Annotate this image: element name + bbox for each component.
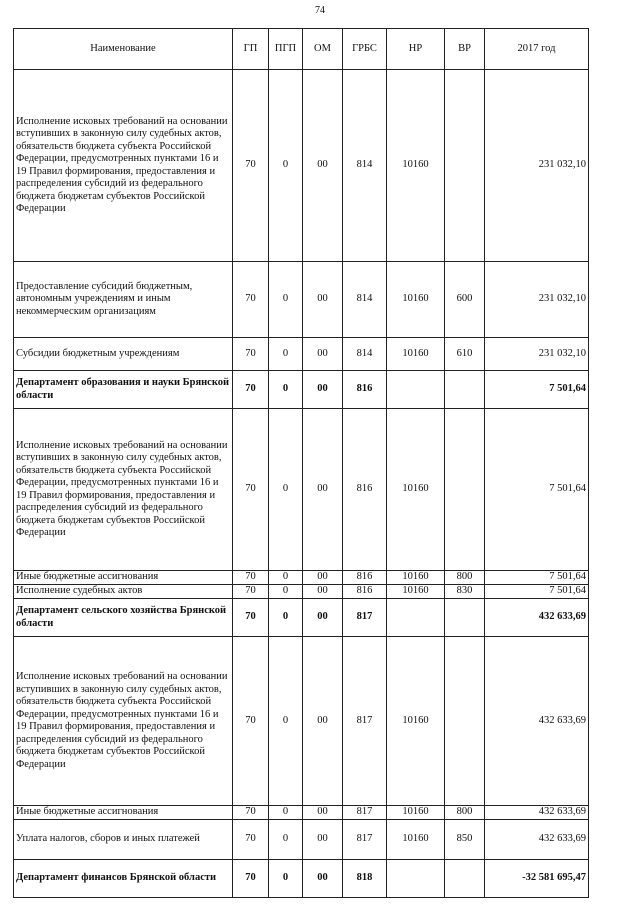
cell-vr: 600 bbox=[445, 262, 485, 338]
cell-amount: 7 501,64 bbox=[485, 409, 589, 571]
cell-pgp: 0 bbox=[269, 371, 303, 409]
cell-name: Иные бюджетные ассигнования bbox=[14, 806, 233, 820]
cell-om: 00 bbox=[303, 820, 343, 860]
cell-amount: 231 032,10 bbox=[485, 70, 589, 262]
cell-amount: 432 633,69 bbox=[485, 599, 589, 637]
cell-amount: 231 032,10 bbox=[485, 338, 589, 371]
table-row bbox=[14, 637, 589, 806]
header-vr: ВР bbox=[445, 29, 485, 70]
cell-vr: 850 bbox=[445, 820, 485, 860]
cell-gp: 70 bbox=[233, 860, 269, 898]
cell-vr bbox=[445, 371, 485, 409]
cell-pgp: 0 bbox=[269, 262, 303, 338]
header-grbs: ГРБС bbox=[343, 29, 387, 70]
header-pgp: ПГП bbox=[269, 29, 303, 70]
cell-name: Уплата налогов, сборов и иных платежей bbox=[14, 820, 233, 860]
header-gp: ГП bbox=[233, 29, 269, 70]
cell-nr bbox=[387, 599, 445, 637]
cell-pgp: 0 bbox=[269, 637, 303, 806]
cell-gp: 70 bbox=[233, 820, 269, 860]
table-row bbox=[14, 409, 589, 571]
table-row bbox=[14, 571, 589, 585]
cell-om: 00 bbox=[303, 599, 343, 637]
header-om: ОМ bbox=[303, 29, 343, 70]
cell-nr: 10160 bbox=[387, 262, 445, 338]
cell-nr bbox=[387, 371, 445, 409]
cell-grbs: 817 bbox=[343, 599, 387, 637]
cell-name: Департамент сельского хозяйства Брянской области bbox=[14, 599, 233, 637]
cell-vr bbox=[445, 409, 485, 571]
cell-gp: 70 bbox=[233, 585, 269, 599]
cell-amount: 432 633,69 bbox=[485, 806, 589, 820]
cell-grbs: 814 bbox=[343, 338, 387, 371]
cell-gp: 70 bbox=[233, 338, 269, 371]
cell-gp: 70 bbox=[233, 806, 269, 820]
department-row bbox=[14, 599, 589, 637]
cell-vr bbox=[445, 599, 485, 637]
cell-name: Предоставление субсидий бюджетным, автономным учреждениям и иным некоммерческим организациям bbox=[14, 262, 233, 338]
cell-nr: 10160 bbox=[387, 409, 445, 571]
table-row bbox=[14, 820, 589, 860]
cell-nr: 10160 bbox=[387, 806, 445, 820]
cell-nr: 10160 bbox=[387, 585, 445, 599]
cell-grbs: 818 bbox=[343, 860, 387, 898]
cell-om: 00 bbox=[303, 571, 343, 585]
department-row bbox=[14, 371, 589, 409]
cell-nr: 10160 bbox=[387, 820, 445, 860]
cell-om: 00 bbox=[303, 338, 343, 371]
cell-om: 00 bbox=[303, 860, 343, 898]
header-row bbox=[14, 29, 589, 70]
cell-om: 00 bbox=[303, 409, 343, 571]
cell-nr bbox=[387, 860, 445, 898]
cell-name: Департамент финансов Брянской области bbox=[14, 860, 233, 898]
cell-om: 00 bbox=[303, 637, 343, 806]
cell-name: Исполнение судебных актов bbox=[14, 585, 233, 599]
cell-pgp: 0 bbox=[269, 70, 303, 262]
cell-om: 00 bbox=[303, 806, 343, 820]
cell-grbs: 816 bbox=[343, 409, 387, 571]
cell-grbs: 814 bbox=[343, 70, 387, 262]
cell-grbs: 816 bbox=[343, 585, 387, 599]
header-nr: НР bbox=[387, 29, 445, 70]
cell-amount: 7 501,64 bbox=[485, 371, 589, 409]
cell-pgp: 0 bbox=[269, 860, 303, 898]
cell-name: Департамент образования и науки Брянской области bbox=[14, 371, 233, 409]
cell-nr: 10160 bbox=[387, 571, 445, 585]
cell-om: 00 bbox=[303, 262, 343, 338]
table-row bbox=[14, 585, 589, 599]
cell-nr: 10160 bbox=[387, 338, 445, 371]
cell-gp: 70 bbox=[233, 262, 269, 338]
header-year: 2017 год bbox=[485, 29, 589, 70]
cell-pgp: 0 bbox=[269, 571, 303, 585]
cell-amount: 432 633,69 bbox=[485, 820, 589, 860]
cell-grbs: 817 bbox=[343, 637, 387, 806]
cell-vr bbox=[445, 70, 485, 262]
cell-grbs: 817 bbox=[343, 820, 387, 860]
table-row bbox=[14, 806, 589, 820]
cell-vr: 610 bbox=[445, 338, 485, 371]
table-row bbox=[14, 262, 589, 338]
cell-gp: 70 bbox=[233, 637, 269, 806]
cell-gp: 70 bbox=[233, 571, 269, 585]
table-row bbox=[14, 338, 589, 371]
cell-vr bbox=[445, 860, 485, 898]
cell-amount: 231 032,10 bbox=[485, 262, 589, 338]
cell-name: Иные бюджетные ассигнования bbox=[14, 571, 233, 585]
cell-grbs: 816 bbox=[343, 371, 387, 409]
cell-grbs: 814 bbox=[343, 262, 387, 338]
cell-om: 00 bbox=[303, 585, 343, 599]
cell-grbs: 817 bbox=[343, 806, 387, 820]
cell-pgp: 0 bbox=[269, 338, 303, 371]
cell-gp: 70 bbox=[233, 371, 269, 409]
cell-pgp: 0 bbox=[269, 585, 303, 599]
cell-name: Исполнение исковых требований на основании вступивших в законную силу судебных актов, обязательств бюджета субъекта Российской Федерации, предусмотренных пунктами 16 и 19 Правил формирования, предоставления и распределения субсидий из федерального бюджета бюджетам субъектов Российской Федерации bbox=[14, 409, 233, 571]
cell-vr: 830 bbox=[445, 585, 485, 599]
budget-table bbox=[13, 28, 589, 898]
cell-gp: 70 bbox=[233, 70, 269, 262]
cell-amount: 7 501,64 bbox=[485, 585, 589, 599]
cell-amount: 7 501,64 bbox=[485, 571, 589, 585]
cell-grbs: 816 bbox=[343, 571, 387, 585]
cell-pgp: 0 bbox=[269, 806, 303, 820]
department-row bbox=[14, 860, 589, 898]
cell-vr: 800 bbox=[445, 571, 485, 585]
cell-pgp: 0 bbox=[269, 409, 303, 571]
cell-nr: 10160 bbox=[387, 637, 445, 806]
cell-amount: 432 633,69 bbox=[485, 637, 589, 806]
cell-vr bbox=[445, 637, 485, 806]
page-number: 74 bbox=[315, 5, 325, 16]
cell-name: Субсидии бюджетным учреждениям bbox=[14, 338, 233, 371]
cell-vr: 800 bbox=[445, 806, 485, 820]
table-row bbox=[14, 70, 589, 262]
cell-amount: -32 581 695,47 bbox=[485, 860, 589, 898]
cell-name: Исполнение исковых требований на основании вступивших в законную силу судебных актов, обязательств бюджета субъекта Российской Федерации, предусмотренных пунктами 16 и 19 Правил формирования, предоставления и распределения субсидий из федерального бюджета бюджетам субъектов Российской Федерации bbox=[14, 70, 233, 262]
cell-pgp: 0 bbox=[269, 599, 303, 637]
header-name: Наименование bbox=[14, 29, 233, 70]
cell-gp: 70 bbox=[233, 599, 269, 637]
cell-name: Исполнение исковых требований на основании вступивших в законную силу судебных актов, обязательств бюджета субъекта Российской Федерации, предусмотренных пунктами 16 и 19 Правил формирования, предоставления и распределения субсидий из федерального бюджета бюджетам субъектов Российской Федерации bbox=[14, 637, 233, 806]
cell-om: 00 bbox=[303, 371, 343, 409]
cell-om: 00 bbox=[303, 70, 343, 262]
cell-pgp: 0 bbox=[269, 820, 303, 860]
cell-nr: 10160 bbox=[387, 70, 445, 262]
cell-gp: 70 bbox=[233, 409, 269, 571]
